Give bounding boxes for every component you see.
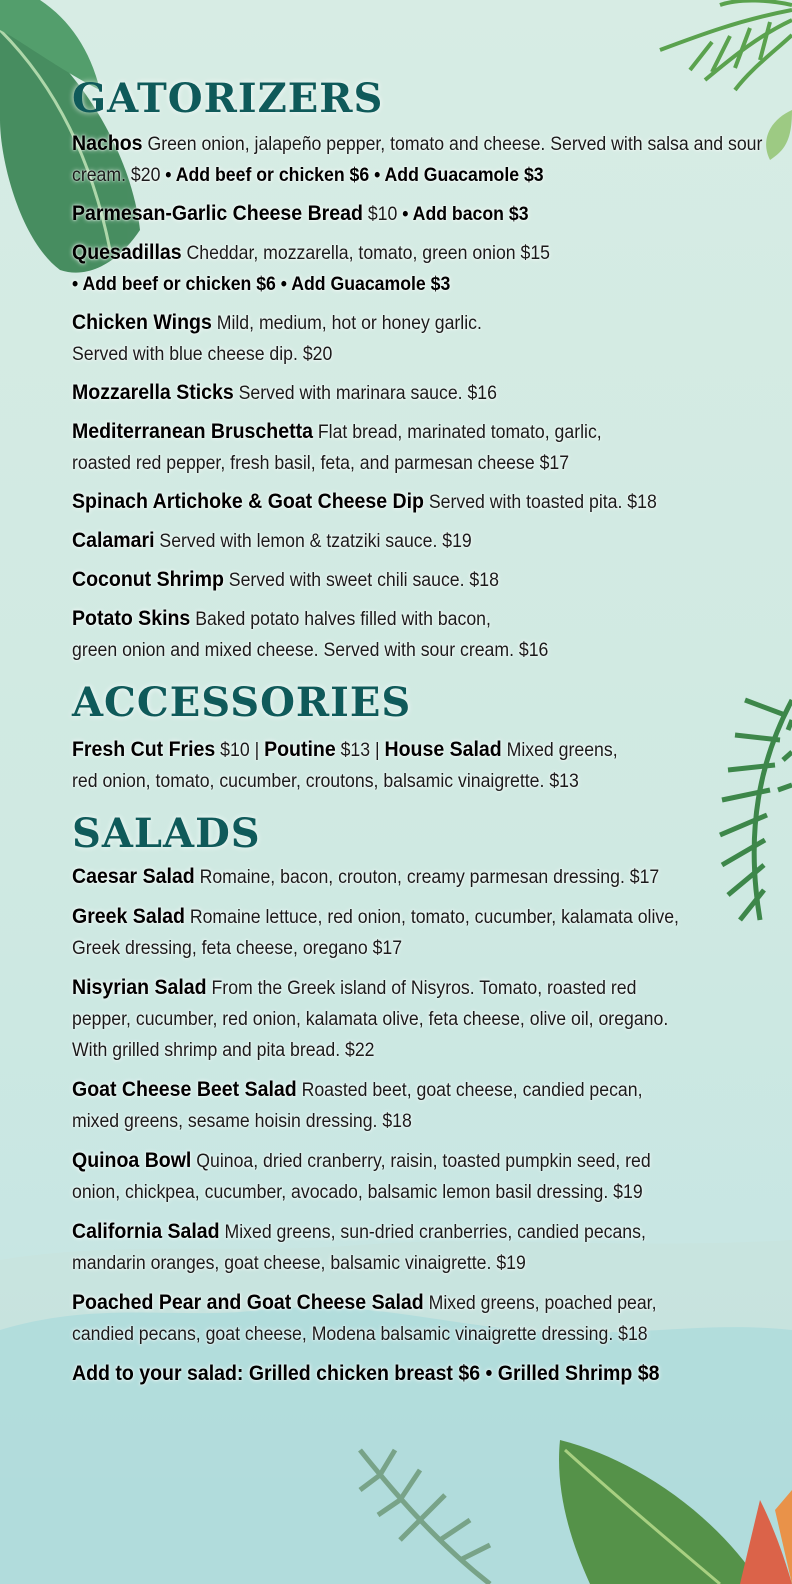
item-desc: Mild, medium, hot or honey garlic. (211, 313, 482, 334)
item-desc: $10 (362, 204, 403, 225)
item-desc: Flat bread, marinated tomato, garlic, (312, 422, 602, 443)
item-addon: • Add beef or chicken $6 • Add Guacamole $3 (72, 274, 451, 295)
item-desc: Roasted beet, goat cheese, candied pecan, (296, 1080, 643, 1101)
section-title-gatorizers: GATORIZERS (72, 75, 384, 122)
item-desc: Quinoa, dried cranberry, raisin, toasted pumpkin seed, red (191, 1151, 651, 1172)
item-desc-line2: onion, chickpea, cucumber, avocado, balsamic lemon basil dressing. $19 (72, 1182, 643, 1203)
item-desc: Romaine lettuce, red onion, tomato, cucumber, kalamata olive, (184, 907, 679, 928)
menu-item (72, 307, 779, 370)
item-desc: Green onion, jalapeño pepper, tomato and cheese. Served with salsa and sour cream. $20 (72, 134, 763, 186)
menu-item (72, 1216, 779, 1279)
item-name: Potato Skins (72, 607, 191, 630)
menu-item (72, 416, 779, 479)
menu-item (72, 1287, 779, 1350)
salad-addon-line: Add to your salad: Grilled chicken breast $6 • Grilled Shrimp $8 (72, 1362, 660, 1385)
item-desc-line2: candied pecans, goat cheese, Modena balsamic vinaigrette dressing. $18 (72, 1324, 648, 1345)
item-desc: Baked potato halves filled with bacon, (190, 609, 491, 630)
item-desc: Romaine, bacon, crouton, creamy parmesan dressing. $17 (194, 867, 660, 888)
menu-content (72, 76, 772, 1397)
item-name: Poached Pear and Goat Cheese Salad (72, 1291, 424, 1314)
menu-item (72, 861, 779, 893)
accessories-line (72, 734, 779, 797)
item-desc-line2: roasted red pepper, fresh basil, feta, and parmesan cheese $17 (72, 453, 570, 474)
menu-item (72, 972, 779, 1066)
menu-item (72, 525, 779, 557)
salads-list (72, 861, 772, 1389)
item-price-fries: $10 | (215, 740, 265, 761)
item-name: Mediterranean Bruschetta (72, 420, 313, 443)
menu-item (72, 901, 779, 964)
item-name: Mozzarella Sticks (72, 381, 234, 404)
item-desc-line2: green onion and mixed cheese. Served with sour cream. $16 (72, 640, 549, 661)
item-name: Parmesan-Garlic Cheese Bread (72, 202, 363, 225)
item-name-house-salad: House Salad (384, 738, 502, 761)
menu-item (72, 377, 779, 409)
menu-item (72, 1074, 779, 1137)
item-name: Spinach Artichoke & Goat Cheese Dip (72, 490, 424, 513)
section-title-salads: SALADS (72, 810, 261, 857)
item-name: Quinoa Bowl (72, 1149, 192, 1172)
menu-item (72, 1145, 779, 1208)
item-desc: Mixed greens, poached pear, (423, 1293, 657, 1314)
item-desc: From the Greek island of Nisyros. Tomato, roasted red (206, 978, 637, 999)
item-desc: Served with sweet chili sauce. $18 (223, 570, 499, 591)
item-price-poutine: $13 | (335, 740, 385, 761)
item-desc: Served with lemon & tzatziki sauce. $19 (154, 531, 472, 552)
item-name: Quesadillas (72, 241, 182, 264)
section-title-accessories: ACCESSORIES (72, 679, 412, 726)
item-desc-house-salad: Mixed greens, (501, 740, 618, 761)
item-name-poutine: Poutine (264, 738, 336, 761)
menu-item (72, 237, 779, 300)
item-name: Calamari (72, 529, 155, 552)
menu-item (72, 198, 779, 230)
item-name: Goat Cheese Beet Salad (72, 1078, 297, 1101)
item-name: Chicken Wings (72, 311, 212, 334)
menu-item (72, 486, 779, 518)
menu-item (72, 564, 779, 596)
item-name: Caesar Salad (72, 865, 195, 888)
item-desc-line2: mandarin oranges, goat cheese, balsamic vinaigrette. $19 (72, 1253, 526, 1274)
item-desc: Mixed greens, sun-dried cranberries, candied pecans, (219, 1222, 646, 1243)
gatorizers-list (72, 128, 772, 666)
item-desc: Served with marinara sauce. $16 (233, 383, 497, 404)
item-desc-line2: Greek dressing, feta cheese, oregano $17 (72, 938, 403, 959)
item-addon: • Add bacon $3 (402, 204, 529, 225)
item-name: Nachos (72, 132, 143, 155)
menu-item (72, 603, 779, 666)
item-desc-line2: Served with blue cheese dip. $20 (72, 344, 333, 365)
item-name-fries: Fresh Cut Fries (72, 738, 216, 761)
item-desc: Served with toasted pita. $18 (423, 492, 657, 513)
item-desc-line2: mixed greens, sesame hoisin dressing. $18 (72, 1111, 412, 1132)
item-desc-line2: pepper, cucumber, red onion, kalamata olive, feta cheese, olive oil, oregano. (72, 1009, 669, 1030)
item-desc: Cheddar, mozzarella, tomato, green onion $15 (181, 243, 550, 264)
item-desc-house-salad-line2: red onion, tomato, cucumber, croutons, balsamic vinaigrette. $13 (72, 771, 579, 792)
item-name: Greek Salad (72, 905, 185, 928)
item-name: Coconut Shrimp (72, 568, 224, 591)
menu-item (72, 128, 779, 191)
item-name: Nisyrian Salad (72, 976, 207, 999)
item-addon: • Add beef or chicken $6 • Add Guacamole $3 (165, 165, 544, 186)
item-desc-line3: With grilled shrimp and pita bread. $22 (72, 1040, 375, 1061)
item-name: California Salad (72, 1220, 220, 1243)
